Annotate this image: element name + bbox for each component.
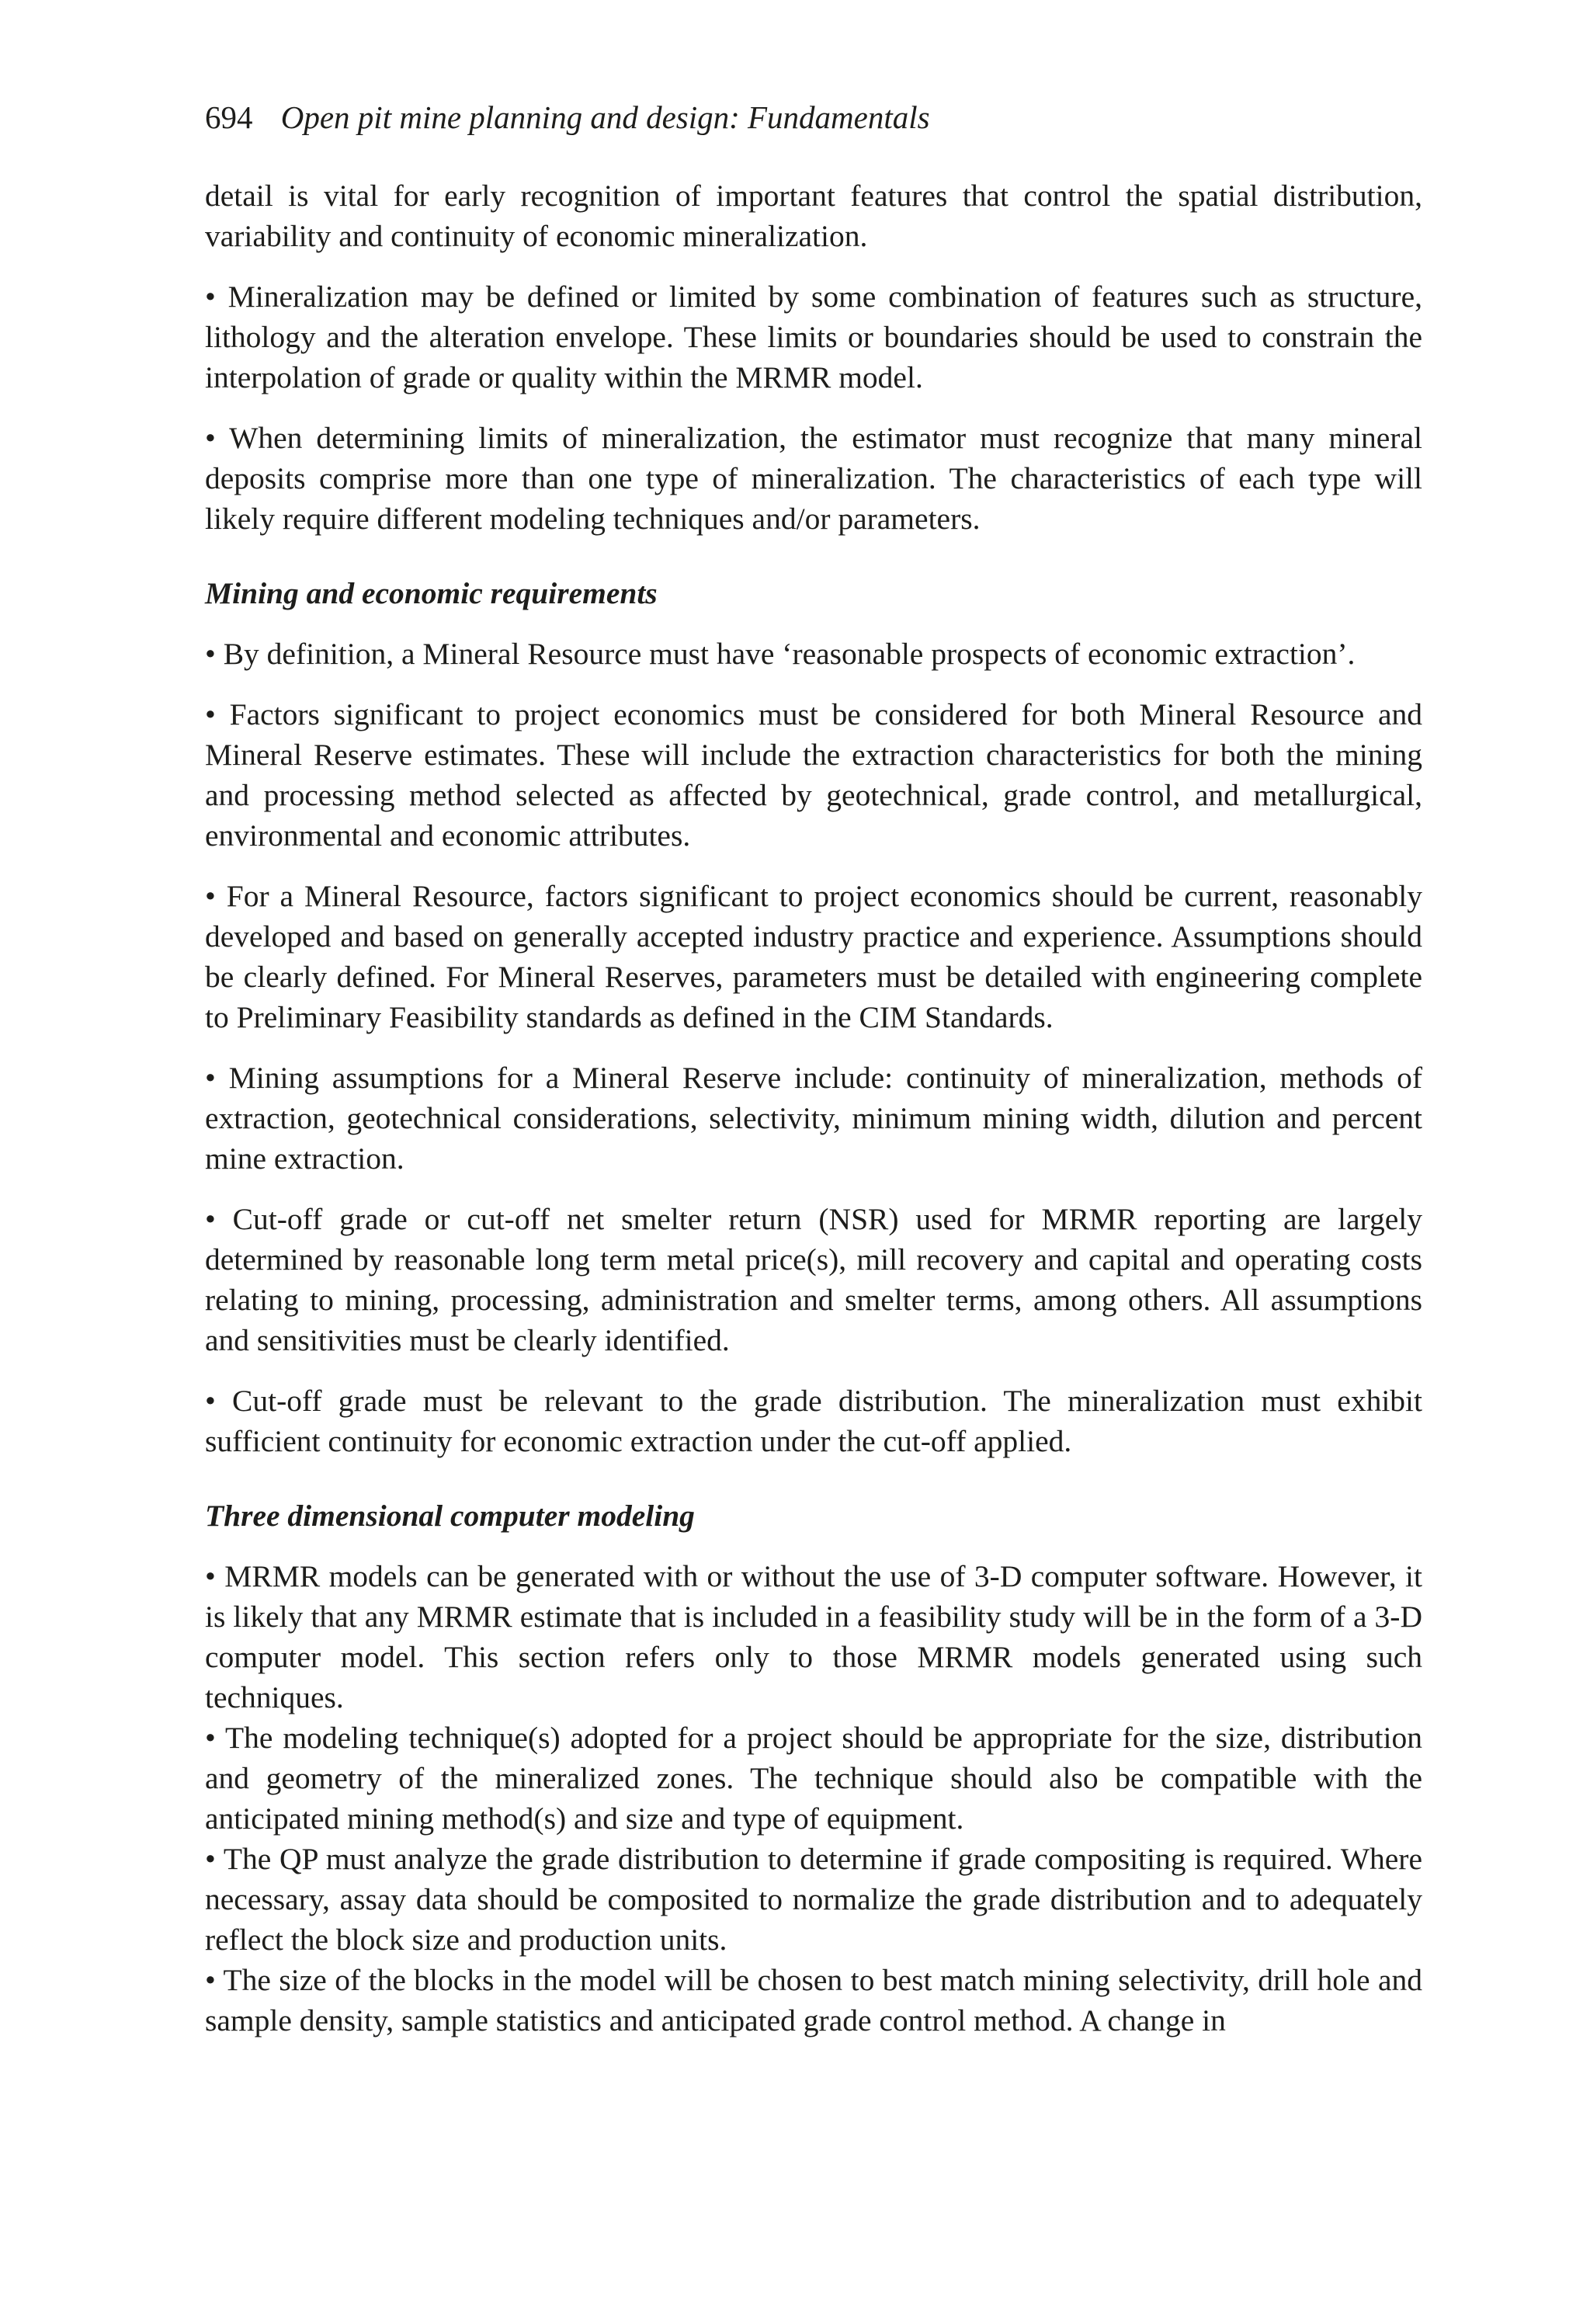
book-page	[205, 92, 1422, 2041]
bullet-mineralization-limits: • Mineralization may be defined or limited by some combination of features such as structure, lithology and the alteration envelope. These limits or boundaries should be used to constrain the interpolation of grade or quality within the MRMR model.	[205, 280, 1422, 394]
bullet-cutoff-nsr: • Cut-off grade or cut-off net smelter return (NSR) used for MRMR reporting are largely determined by reasonable long term metal price(s), mill recovery and capital and operating costs relating to mining, processing, administration and smelter terms, among others. All assumptions and sensitivities must be clearly identified.	[205, 1202, 1422, 1357]
bullet-reasonable-prospects: • By definition, a Mineral Resource must have ‘reasonable prospects of economic extraction’.	[205, 637, 1356, 671]
bullet-mineralization-types: • When determining limits of mineralization, the estimator must recognize that many mineral deposits comprise more than one type of mineralization. The characteristics of each type will likely require different modeling techniques and/or parameters.	[205, 421, 1422, 536]
bullet-grade-compositing: • The QP must analyze the grade distribution to determine if grade compositing is required. Where necessary, assay data should be composited to normalize the grade distribution and to adequately reflect the block size and production units.	[205, 1842, 1422, 1957]
section-heading-3d-modeling: Three dimensional computer modeling	[205, 1499, 695, 1533]
bullet-cutoff-grade: • Cut-off grade must be relevant to the grade distribution. The mineralization must exhibit sufficient continuity for economic extraction under the cut-off applied.	[205, 1384, 1422, 1458]
bullet-block-size: • The size of the blocks in the model will be chosen to best match mining selectivity, drill hole and sample density, sample statistics and anticipated grade control method. A change in	[205, 1963, 1422, 2037]
bullet-modeling-technique: • The modeling technique(s) adopted for a project should be appropriate for the size, distribution and geometry of the mineralized zones. The technique should also be compatible with the anticipated mining method(s) and size and type of equipment.	[205, 1721, 1422, 1836]
bullet-project-economics: • Factors significant to project economics must be considered for both Mineral Resource and Mineral Reserve estimates. These will include the extraction characteristics for both the mining and processing method selected as affected by geotechnical, grade control, and metallurgical, environmental and economic attributes.	[205, 697, 1422, 853]
paragraph-continuation: detail is vital for early recognition of important features that control the spatial distribution, variability and continuity of economic mineralization.	[205, 179, 1422, 253]
bullet-mining-assumptions: • Mining assumptions for a Mineral Reserve include: continuity of mineralization, methods of extraction, geotechnical considerations, selectivity, minimum mining width, dilution and percent mine extraction.	[205, 1061, 1422, 1176]
section-heading-mining-economic: Mining and economic requirements	[205, 576, 658, 610]
page-number: 694	[205, 99, 253, 135]
running-head	[205, 92, 1422, 143]
book-title: Open pit mine planning and design: Fundamentals	[280, 99, 930, 135]
bullet-mrmr-models: • MRMR models can be generated with or without the use of 3-D computer software. However, it is likely that any MRMR estimate that is included in a feasibility study will be in the form of a 3-D computer model. This section refers only to those MRMR models generated using such techniques.	[205, 1559, 1422, 1714]
bullet-resource-factors: • For a Mineral Resource, factors significant to project economics should be current, reasonably developed and based on generally accepted industry practice and experience. Assumptions should be clearly defined. For Mineral Reserves, parameters must be detailed with engineering complete to Preliminary Feasibility standards as defined in the CIM Standards.	[205, 879, 1422, 1034]
